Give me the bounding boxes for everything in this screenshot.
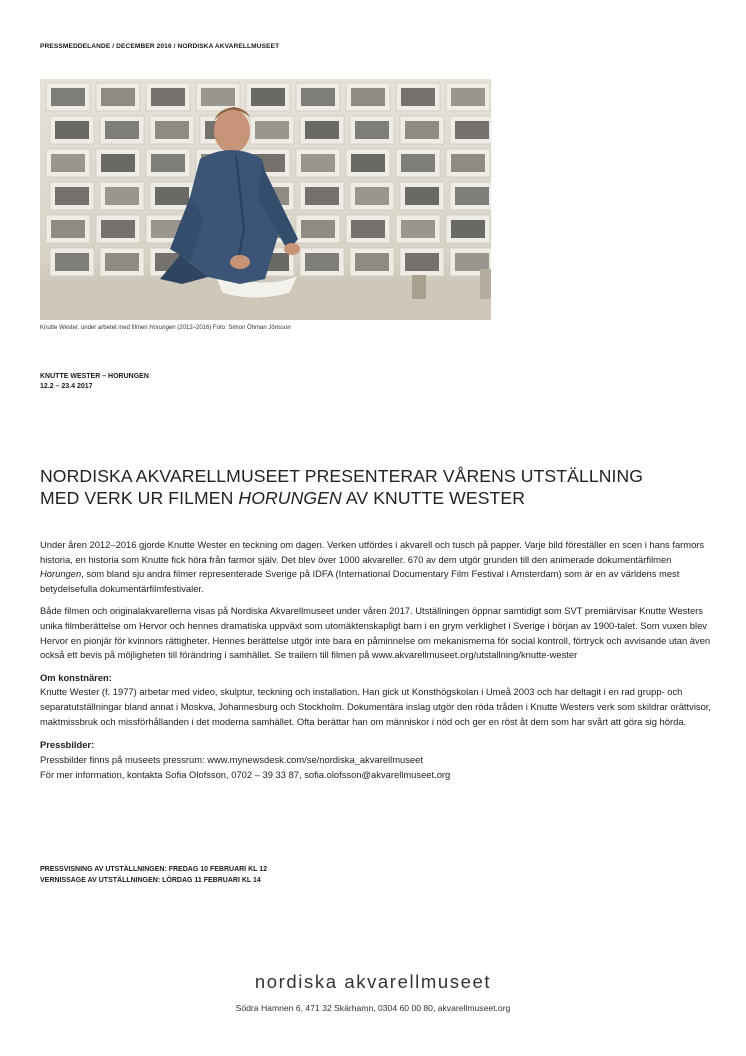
artist-at-work-image xyxy=(40,79,491,320)
body-text xyxy=(40,538,712,792)
headline-line-2-end: AV KNUTTE WESTER xyxy=(341,487,526,508)
press-room-line: Pressbilder finns på museets pressrum: www.mynewsdesk.com/se/nordiska_akvarellmuseet xyxy=(40,754,423,766)
about-artist-section xyxy=(40,671,712,730)
press-images-heading: Pressbilder: xyxy=(40,739,95,751)
caption-text: Knutte Wester, under arbetet med filmen xyxy=(40,325,150,331)
headline-line-2 xyxy=(40,488,710,510)
headline xyxy=(40,466,710,509)
museum-logo: nordiska akvarellmuseet xyxy=(254,971,492,992)
about-artist-text: Knutte Wester (f. 1977) arbetar med video, skulptur, teckning och installation. Han gick ut Konsthögskolan i Umeå 2003 och har deltagit i en rad grupp- och separatutställningar bland annat i Moskva, Johannesburg och Stockholm. Dokumentära inslag utgör den röda tråden i Knutte Westers verk som skildrar orättvisor, maktmissbruk och missförhållanden i det moderna samhället. Ofta berättar han om människor i nöd och ger en röst åt dem som har svårt att göra sig hörda. xyxy=(40,686,712,727)
intro-text-end: , som bland sju andra filmer representerade Sverige på IDFA (International Documentary Film Festival i Amsterdam) som är en av världens mest betydelsefulla dokumentärfilmfestivaler. xyxy=(40,568,680,595)
press-viewing: PRESSVISNING AV UTSTÄLLNINGEN: FREDAG 10 FEBRUARI KL 12 xyxy=(40,866,268,873)
exhibition-dates: 12.2 – 23.4 2017 xyxy=(40,382,93,390)
contact-line: För mer information, kontakta Sofia Olofsson, 0702 – 39 33 87, sofia.olofsson@akvarellmuseet.org xyxy=(40,768,451,780)
exhibition-info xyxy=(40,372,149,391)
paragraph-intro xyxy=(40,538,712,597)
press-images-section xyxy=(40,738,712,782)
artist-photo xyxy=(40,79,491,320)
photo-caption xyxy=(40,325,291,331)
vernissage: VERNISSAGE AV UTSTÄLLNINGEN: LÖRDAG 11 FEBRUARI KL 14 xyxy=(40,877,261,884)
caption-credit: (2012–2016) Foto: Simon Öhman Jönsson xyxy=(175,325,291,331)
headline-line-1: NORDISKA AKVARELLMUSEET PRESENTERAR VÅRENS UTSTÄLLNING xyxy=(40,466,644,486)
caption-film-title: Horungen xyxy=(149,325,176,331)
intro-text: Under åren 2012–2016 gjorde Knutte Wester en teckning om dagen. Verken utfördes i akvarell och tusch på papper. Varje bild föreställer en scen i hans farmors historia, en historia som Knutte fick höra från farmor själv. Det blev över 1000 akvareller. 670 av dem utgör grunden till den animerade dokumentärfilmen xyxy=(40,539,705,565)
museum-address: Södra Hamnen 6, 471 32 Skärhamn, 0304 60 00 80, akvarellmuseet.org xyxy=(235,1003,511,1013)
event-info xyxy=(40,864,267,886)
headline-line-2-start: MED VERK UR FILMEN xyxy=(40,487,239,508)
intro-film-title: Horungen xyxy=(40,568,82,580)
about-artist-heading: Om konstnären: xyxy=(40,671,112,683)
paragraph-exhibition: Både filmen och originalakvarellerna visas på Nordiska Akvarellmuseet under våren 2017. Utställningen öppnar samtidigt som SVT premiärvisar Knutte Westers unika filmberättelse om Hervor och hennes dramatiska uppväxt som utomäktenskapligt barn i en grym verklighet i Sverige i början av 1900-talet. Som vuxen blev Hervor en pionjär för kvinnors rättigheter. Hennes berättelse utgör inte bara en påminnelse om mekanismerna för social kontroll, förtryck och avvisande utan även också ett bevis på möjligheten till förändring i samhället. Se trailern till filmen på www.akvarellmuseet.org/utstallning/knutte-wester xyxy=(40,605,711,661)
document-header: PRESSMEDDELANDE / DECEMBER 2016 / NORDISKA AKVARELLMUSEET xyxy=(40,43,280,50)
exhibition-title: KNUTTE WESTER – HORUNGEN xyxy=(40,373,149,380)
headline-film-title: HORUNGEN xyxy=(238,487,342,508)
